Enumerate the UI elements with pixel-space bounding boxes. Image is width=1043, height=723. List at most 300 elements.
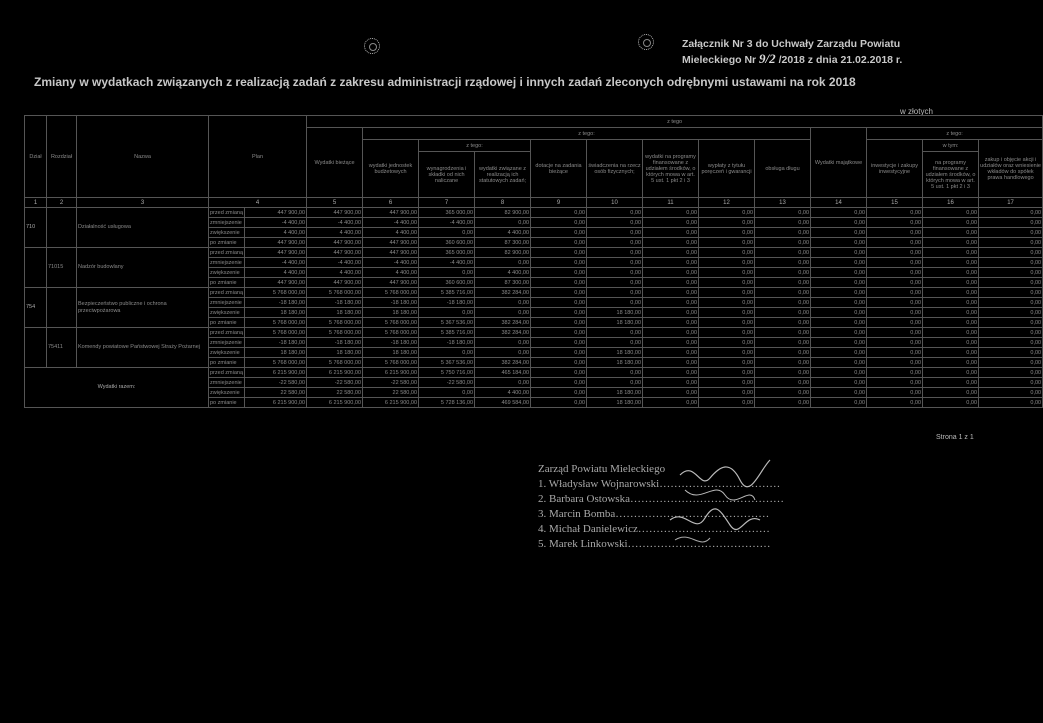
cell-value: 0,00 bbox=[979, 308, 1043, 318]
cell-value: 0,00 bbox=[979, 298, 1043, 308]
cell-value: 0,00 bbox=[643, 358, 699, 368]
cell-value: 0,00 bbox=[811, 248, 867, 258]
cell-value: 5 367 536,00 bbox=[419, 318, 475, 328]
cell-value: 0,00 bbox=[531, 238, 587, 248]
cell-value: 5 367 536,00 bbox=[419, 358, 475, 368]
attachment-prefix: Mieleckiego Nr bbox=[682, 54, 757, 66]
cell-value: 0,00 bbox=[923, 378, 979, 388]
cell-value: 0,00 bbox=[979, 268, 1043, 278]
cell-value: 0,00 bbox=[587, 378, 643, 388]
cell-value: 0,00 bbox=[699, 258, 755, 268]
row-label: po zmianie bbox=[209, 358, 245, 368]
cell-value: -4 400,00 bbox=[363, 218, 419, 228]
cell-value: 0,00 bbox=[755, 318, 811, 328]
header-nazwa: Nazwa bbox=[77, 116, 209, 198]
cell-value: 0,00 bbox=[755, 338, 811, 348]
cell-dzial: 710 bbox=[25, 208, 47, 248]
cell-value: 0,00 bbox=[699, 268, 755, 278]
col-number: 6 bbox=[363, 198, 419, 208]
col-number: 1 bbox=[25, 198, 47, 208]
header-w-tym: w tym: bbox=[923, 140, 979, 152]
cell-rozdzial: 75411 bbox=[47, 328, 77, 368]
cell-value: 0,00 bbox=[475, 298, 531, 308]
cell-value: 0,00 bbox=[979, 208, 1043, 218]
cell-value: 0,00 bbox=[755, 288, 811, 298]
cell-value: 0,00 bbox=[867, 258, 923, 268]
cell-value: 0,00 bbox=[811, 308, 867, 318]
cell-value: 0,00 bbox=[531, 348, 587, 358]
cell-value: -18 180,00 bbox=[245, 298, 307, 308]
cell-value: 5 385 716,00 bbox=[419, 288, 475, 298]
cell-value: 0,00 bbox=[587, 268, 643, 278]
cell-value: 0,00 bbox=[923, 318, 979, 328]
cell-value: -4 400,00 bbox=[307, 218, 363, 228]
cell-value: 6 215 900,00 bbox=[363, 398, 419, 408]
cell-value: 4 400,00 bbox=[245, 228, 307, 238]
cell-value: 447 900,00 bbox=[245, 238, 307, 248]
table-row bbox=[25, 248, 1043, 258]
cell-value: 0,00 bbox=[755, 348, 811, 358]
cell-value: 0,00 bbox=[699, 358, 755, 368]
cell-value: 0,00 bbox=[979, 218, 1043, 228]
cell-value: -18 180,00 bbox=[245, 338, 307, 348]
cell-value: 0,00 bbox=[699, 298, 755, 308]
cell-value: 5 768 000,00 bbox=[307, 328, 363, 338]
cell-value: 382 284,00 bbox=[475, 358, 531, 368]
cell-value: 0,00 bbox=[699, 348, 755, 358]
cell-value: -18 180,00 bbox=[419, 298, 475, 308]
cell-dzial bbox=[25, 328, 47, 368]
cell-value: 0,00 bbox=[811, 368, 867, 378]
cell-value: 0,00 bbox=[531, 258, 587, 268]
cell-value: 0,00 bbox=[811, 348, 867, 358]
cell-value: 0,00 bbox=[979, 358, 1043, 368]
cell-value: 0,00 bbox=[699, 308, 755, 318]
cell-value: 0,00 bbox=[755, 228, 811, 238]
cell-value: 5 385 716,00 bbox=[419, 328, 475, 338]
cell-value: 0,00 bbox=[811, 208, 867, 218]
cell-value: 0,00 bbox=[699, 388, 755, 398]
cell-value: 4 400,00 bbox=[475, 228, 531, 238]
cell-value: 0,00 bbox=[811, 328, 867, 338]
attachment-suffix: /2018 z dnia 21.02.2018 r. bbox=[778, 54, 903, 66]
cell-rozdzial: 71015 bbox=[47, 248, 77, 288]
cell-value: 0,00 bbox=[531, 308, 587, 318]
table-body bbox=[25, 208, 1043, 408]
cell-value: 447 900,00 bbox=[245, 208, 307, 218]
cell-value: 0,00 bbox=[867, 238, 923, 248]
cell-value: 4 400,00 bbox=[245, 268, 307, 278]
header-wydatki-jednostek: wydatki jednostek budżetowych bbox=[363, 140, 419, 198]
row-label: przed zmianą bbox=[210, 209, 244, 216]
cell-value: 0,00 bbox=[475, 348, 531, 358]
cell-value: 18 180,00 bbox=[307, 308, 363, 318]
cell-value: 0,00 bbox=[923, 368, 979, 378]
cell-value: 0,00 bbox=[923, 398, 979, 408]
cell-value: 0,00 bbox=[419, 348, 475, 358]
cell-value: 0,00 bbox=[699, 248, 755, 258]
cell-value: -18 180,00 bbox=[307, 298, 363, 308]
cell-value: 6 215 900,00 bbox=[245, 368, 307, 378]
cell-value: 0,00 bbox=[643, 398, 699, 408]
cell-value: 0,00 bbox=[755, 248, 811, 258]
cell-value: 0,00 bbox=[587, 258, 643, 268]
cell-value: 18 180,00 bbox=[245, 348, 307, 358]
header-rozdzial: Rozdział bbox=[47, 116, 77, 198]
row-label: przed zmianą bbox=[210, 289, 244, 296]
cell-value: 0,00 bbox=[811, 378, 867, 388]
cell-value: 0,00 bbox=[923, 208, 979, 218]
board-member: 4. Michał Danielewicz……………………………… bbox=[538, 523, 770, 535]
cell-value: 18 180,00 bbox=[307, 348, 363, 358]
row-label: przed zmianą bbox=[210, 369, 244, 376]
cell-value: 0,00 bbox=[475, 338, 531, 348]
cell-value: 447 900,00 bbox=[307, 248, 363, 258]
cell-value: 447 900,00 bbox=[363, 278, 419, 288]
cell-value: 0,00 bbox=[755, 308, 811, 318]
cell-value: 0,00 bbox=[699, 338, 755, 348]
cell-value: 5 768 000,00 bbox=[245, 358, 307, 368]
cell-value: 5 768 000,00 bbox=[363, 328, 419, 338]
row-label: przed zmianą bbox=[210, 249, 244, 256]
cell-value: 0,00 bbox=[531, 338, 587, 348]
cell-value: 0,00 bbox=[755, 258, 811, 268]
cell-value: 0,00 bbox=[699, 238, 755, 248]
header-swiadczenia: świadczenia na rzecz osób fizycznych; bbox=[587, 140, 643, 198]
cell-value: 382 284,00 bbox=[475, 328, 531, 338]
cell-value: 447 900,00 bbox=[307, 208, 363, 218]
cell-value: -18 180,00 bbox=[419, 338, 475, 348]
table-row bbox=[25, 288, 1043, 298]
cell-nazwa: Nadzór budowlany bbox=[77, 248, 209, 288]
cell-value: 0,00 bbox=[587, 288, 643, 298]
cell-value: 5 768 000,00 bbox=[307, 358, 363, 368]
cell-value: 0,00 bbox=[811, 358, 867, 368]
cell-value: 447 900,00 bbox=[245, 278, 307, 288]
cell-value: 0,00 bbox=[699, 278, 755, 288]
cell-value: 447 900,00 bbox=[307, 278, 363, 288]
cell-value: 0,00 bbox=[811, 218, 867, 228]
header-obsluga-dlugu: obsługa długu bbox=[755, 140, 811, 198]
row-label: zmniejszenie bbox=[209, 378, 245, 388]
cell-dzial: 754 bbox=[25, 288, 47, 328]
cell-value: 0,00 bbox=[699, 328, 755, 338]
cell-value: 469 584,00 bbox=[475, 398, 531, 408]
cell-value: 0,00 bbox=[755, 268, 811, 278]
total-row bbox=[25, 368, 1043, 378]
cell-nazwa: Działalność usługowa bbox=[77, 208, 209, 248]
col-number: 7 bbox=[419, 198, 475, 208]
row-label: zmniejszenie bbox=[209, 258, 245, 268]
cell-value: -4 400,00 bbox=[245, 218, 307, 228]
table-row bbox=[25, 328, 1043, 338]
col-number: 14 bbox=[811, 198, 867, 208]
cell-value: 0,00 bbox=[979, 388, 1043, 398]
cell-value: 0,00 bbox=[419, 388, 475, 398]
col-number: 11 bbox=[643, 198, 699, 208]
cell-value: 0,00 bbox=[587, 218, 643, 228]
cell-value: 0,00 bbox=[699, 318, 755, 328]
col-number: 5 bbox=[307, 198, 363, 208]
cell-value: 0,00 bbox=[979, 318, 1043, 328]
col-number: 10 bbox=[587, 198, 643, 208]
cell-value: 0,00 bbox=[755, 388, 811, 398]
cell-value: 0,00 bbox=[643, 258, 699, 268]
cell-value: 0,00 bbox=[867, 228, 923, 238]
header-wydatki-majatkowe: Wydatki majątkowe bbox=[811, 128, 867, 198]
cell-value: 0,00 bbox=[531, 248, 587, 258]
cell-value: 5 768 000,00 bbox=[363, 318, 419, 328]
board-member: 3. Marcin Bomba…………………………………… bbox=[538, 508, 770, 520]
cell-value: -22 580,00 bbox=[245, 378, 307, 388]
cell-value: 4 400,00 bbox=[363, 268, 419, 278]
seal-stamp-icon bbox=[364, 38, 380, 54]
cell-value: 0,00 bbox=[979, 248, 1043, 258]
cell-value: 0,00 bbox=[643, 218, 699, 228]
cell-value: 18 180,00 bbox=[587, 388, 643, 398]
row-label: zwiększenie bbox=[209, 268, 245, 278]
cell-value: 5 750 716,00 bbox=[419, 368, 475, 378]
header-programy-ue: wydatki na programy finansowane z udziałem środków, o których mowa w art. 5 ust. 1 pkt 2 i 3 bbox=[643, 140, 699, 198]
header-z-tego-jednostek: z tego: bbox=[419, 140, 531, 152]
attachment-line bbox=[682, 51, 902, 67]
cell-value: 0,00 bbox=[643, 298, 699, 308]
cell-value: 0,00 bbox=[811, 398, 867, 408]
cell-value: 0,00 bbox=[587, 248, 643, 258]
cell-value: 0,00 bbox=[587, 278, 643, 288]
column-number-row bbox=[25, 198, 1043, 208]
cell-value: -4 400,00 bbox=[419, 218, 475, 228]
col-number: 13 bbox=[755, 198, 811, 208]
cell-value: 0,00 bbox=[979, 258, 1043, 268]
cell-value: 0,00 bbox=[643, 278, 699, 288]
cell-value: 0,00 bbox=[475, 258, 531, 268]
cell-value: 0,00 bbox=[643, 388, 699, 398]
cell-value: 0,00 bbox=[811, 228, 867, 238]
cell-value: 5 728 136,00 bbox=[419, 398, 475, 408]
row-label: po zmianie bbox=[209, 278, 245, 288]
cell-value: 22 580,00 bbox=[307, 388, 363, 398]
cell-value: -4 400,00 bbox=[307, 258, 363, 268]
cell-value: 18 180,00 bbox=[587, 308, 643, 318]
cell-value: 0,00 bbox=[531, 388, 587, 398]
cell-value: 0,00 bbox=[587, 298, 643, 308]
cell-value: 4 400,00 bbox=[475, 268, 531, 278]
cell-value: -22 580,00 bbox=[419, 378, 475, 388]
cell-value: 0,00 bbox=[923, 298, 979, 308]
header-na-programy: na programy finansowane z udziałem środków, o których mowa w art. 5 ust. 1 pkt 2 i 3 bbox=[923, 152, 979, 198]
cell-value: 0,00 bbox=[755, 238, 811, 248]
cell-value: 6 215 900,00 bbox=[307, 368, 363, 378]
cell-value: 0,00 bbox=[643, 308, 699, 318]
cell-value: 0,00 bbox=[531, 358, 587, 368]
row-label: zwiększenie bbox=[209, 388, 245, 398]
cell-value: 0,00 bbox=[643, 328, 699, 338]
cell-value: 6 215 900,00 bbox=[307, 398, 363, 408]
attachment-line: Załącznik Nr 3 do Uchwały Zarządu Powiatu bbox=[682, 38, 901, 50]
cell-value: 0,00 bbox=[979, 378, 1043, 388]
cell-value: 0,00 bbox=[643, 338, 699, 348]
total-label: Wydatki razem: bbox=[25, 368, 209, 408]
cell-value: 0,00 bbox=[531, 398, 587, 408]
cell-value: 5 768 000,00 bbox=[307, 318, 363, 328]
cell-value: 0,00 bbox=[923, 248, 979, 258]
board-title: Zarząd Powiatu Mieleckiego bbox=[538, 463, 666, 475]
cell-value: 0,00 bbox=[531, 278, 587, 288]
cell-value: 0,00 bbox=[531, 368, 587, 378]
board-member: 2. Barbara Ostowska…………………………………… bbox=[538, 493, 784, 505]
cell-value: 0,00 bbox=[643, 228, 699, 238]
cell-value: 447 900,00 bbox=[307, 238, 363, 248]
header-inwestycje: inwestycje i zakupy inwestycyjne bbox=[867, 140, 923, 198]
col-number: 3 bbox=[77, 198, 209, 208]
cell-value: 87 300,00 bbox=[475, 238, 531, 248]
header-udzialy: zakup i objęcie akcji i udziałów oraz wniesienie wkładów do spółek prawa handlowego bbox=[979, 140, 1043, 198]
cell-value: 0,00 bbox=[867, 398, 923, 408]
cell-value: 0,00 bbox=[643, 208, 699, 218]
cell-value: 0,00 bbox=[867, 348, 923, 358]
cell-value: 0,00 bbox=[867, 378, 923, 388]
cell-value: 0,00 bbox=[811, 278, 867, 288]
cell-value: 0,00 bbox=[979, 398, 1043, 408]
cell-value: 0,00 bbox=[531, 328, 587, 338]
cell-value: 0,00 bbox=[811, 318, 867, 328]
cell-value: 0,00 bbox=[699, 398, 755, 408]
cell-value: 0,00 bbox=[867, 358, 923, 368]
cell-value: 18 180,00 bbox=[363, 308, 419, 318]
cell-value: 0,00 bbox=[979, 278, 1043, 288]
col-number: 9 bbox=[531, 198, 587, 208]
expenditure-table bbox=[24, 115, 1043, 408]
cell-value: 447 900,00 bbox=[245, 248, 307, 258]
cell-value: 0,00 bbox=[923, 288, 979, 298]
cell-value: 6 215 900,00 bbox=[245, 398, 307, 408]
cell-value: 0,00 bbox=[475, 218, 531, 228]
header-plan: Plan bbox=[209, 116, 307, 198]
cell-value: 0,00 bbox=[979, 348, 1043, 358]
cell-value: 0,00 bbox=[475, 378, 531, 388]
cell-value: 0,00 bbox=[867, 268, 923, 278]
attachment-number: 9/2 bbox=[759, 51, 776, 66]
cell-value: 0,00 bbox=[643, 248, 699, 258]
cell-value: 87 300,00 bbox=[475, 278, 531, 288]
cell-value: 4 400,00 bbox=[307, 268, 363, 278]
col-number: 12 bbox=[699, 198, 755, 208]
row-label: zwiększenie bbox=[209, 308, 245, 318]
cell-value: 5 768 000,00 bbox=[307, 288, 363, 298]
cell-rozdzial bbox=[47, 208, 77, 248]
cell-value: 0,00 bbox=[587, 208, 643, 218]
cell-value: 0,00 bbox=[587, 368, 643, 378]
cell-value: 0,00 bbox=[923, 278, 979, 288]
cell-value: 0,00 bbox=[419, 228, 475, 238]
cell-value: 365 000,00 bbox=[419, 248, 475, 258]
cell-value: 0,00 bbox=[643, 238, 699, 248]
row-label: zwiększenie bbox=[209, 228, 245, 238]
cell-value: -18 180,00 bbox=[363, 338, 419, 348]
cell-value: 0,00 bbox=[587, 238, 643, 248]
cell-value: 0,00 bbox=[811, 298, 867, 308]
cell-value: 5 768 000,00 bbox=[245, 318, 307, 328]
cell-value: 0,00 bbox=[979, 288, 1043, 298]
cell-value: 0,00 bbox=[979, 238, 1043, 248]
cell-value: 0,00 bbox=[643, 288, 699, 298]
row-label: po zmianie bbox=[209, 318, 245, 328]
cell-value: 360 600,00 bbox=[419, 278, 475, 288]
header-wynagrodzenia: wynagrodzenia i składki od nich naliczane bbox=[419, 152, 475, 198]
cell-value: 0,00 bbox=[587, 338, 643, 348]
row-label: zwiększenie bbox=[209, 348, 245, 358]
cell-value: 0,00 bbox=[979, 228, 1043, 238]
cell-value: 0,00 bbox=[531, 268, 587, 278]
board-member: 1. Władysław Wojnarowski…………………………… bbox=[538, 478, 781, 490]
cell-value: 5 768 000,00 bbox=[245, 288, 307, 298]
cell-nazwa: Bezpieczeństwo publiczne i ochrona przeciwpożarowa bbox=[77, 288, 209, 328]
cell-value: 0,00 bbox=[811, 338, 867, 348]
cell-value: 0,00 bbox=[867, 328, 923, 338]
cell-value: 0,00 bbox=[419, 308, 475, 318]
cell-value: 0,00 bbox=[923, 308, 979, 318]
cell-value: 5 768 000,00 bbox=[363, 288, 419, 298]
handwritten-signature-icon bbox=[640, 450, 790, 565]
page-number: Strona 1 z 1 bbox=[936, 434, 974, 441]
cell-value: 0,00 bbox=[699, 288, 755, 298]
cell-value: 0,00 bbox=[979, 328, 1043, 338]
table-row bbox=[25, 208, 1043, 218]
cell-value: 0,00 bbox=[643, 268, 699, 278]
cell-value: 0,00 bbox=[755, 218, 811, 228]
col-number: 15 bbox=[867, 198, 923, 208]
header-dzial: Dział bbox=[25, 116, 47, 198]
cell-value: 0,00 bbox=[699, 228, 755, 238]
cell-value: 0,00 bbox=[419, 268, 475, 278]
cell-value: 382 284,00 bbox=[475, 288, 531, 298]
cell-value: 6 215 900,00 bbox=[363, 368, 419, 378]
row-label: przed zmianą bbox=[210, 329, 244, 336]
cell-value: 0,00 bbox=[643, 378, 699, 388]
cell-value: 465 184,00 bbox=[475, 368, 531, 378]
header-statutowe: wydatki związane z realizacją ich statutowych zadań; bbox=[475, 152, 531, 198]
col-number: 16 bbox=[923, 198, 979, 208]
cell-value: 360 600,00 bbox=[419, 238, 475, 248]
cell-value: -22 580,00 bbox=[363, 378, 419, 388]
row-label: zmniejszenie bbox=[209, 218, 245, 228]
cell-value: 0,00 bbox=[923, 328, 979, 338]
cell-value: -4 400,00 bbox=[363, 258, 419, 268]
cell-value: 5 768 000,00 bbox=[245, 328, 307, 338]
row-label: zmniejszenie bbox=[209, 298, 245, 308]
cell-value: 0,00 bbox=[979, 338, 1043, 348]
cell-value: 0,00 bbox=[531, 208, 587, 218]
cell-value: 0,00 bbox=[867, 368, 923, 378]
cell-value: 0,00 bbox=[867, 288, 923, 298]
header-z-tego-majatkowe: z tego: bbox=[867, 128, 1043, 140]
cell-value: 0,00 bbox=[867, 208, 923, 218]
cell-value: 0,00 bbox=[475, 308, 531, 318]
cell-value: -18 180,00 bbox=[307, 338, 363, 348]
board-member: 5. Marek Linkowski………………………………… bbox=[538, 538, 771, 550]
cell-value: 0,00 bbox=[643, 368, 699, 378]
cell-value: 0,00 bbox=[923, 338, 979, 348]
cell-value: 0,00 bbox=[811, 268, 867, 278]
cell-value: 0,00 bbox=[755, 358, 811, 368]
cell-value: 0,00 bbox=[923, 388, 979, 398]
cell-value: 4 400,00 bbox=[475, 388, 531, 398]
cell-value: 0,00 bbox=[867, 338, 923, 348]
cell-value: 365 000,00 bbox=[419, 208, 475, 218]
cell-value: 0,00 bbox=[755, 328, 811, 338]
cell-value: -4 400,00 bbox=[419, 258, 475, 268]
